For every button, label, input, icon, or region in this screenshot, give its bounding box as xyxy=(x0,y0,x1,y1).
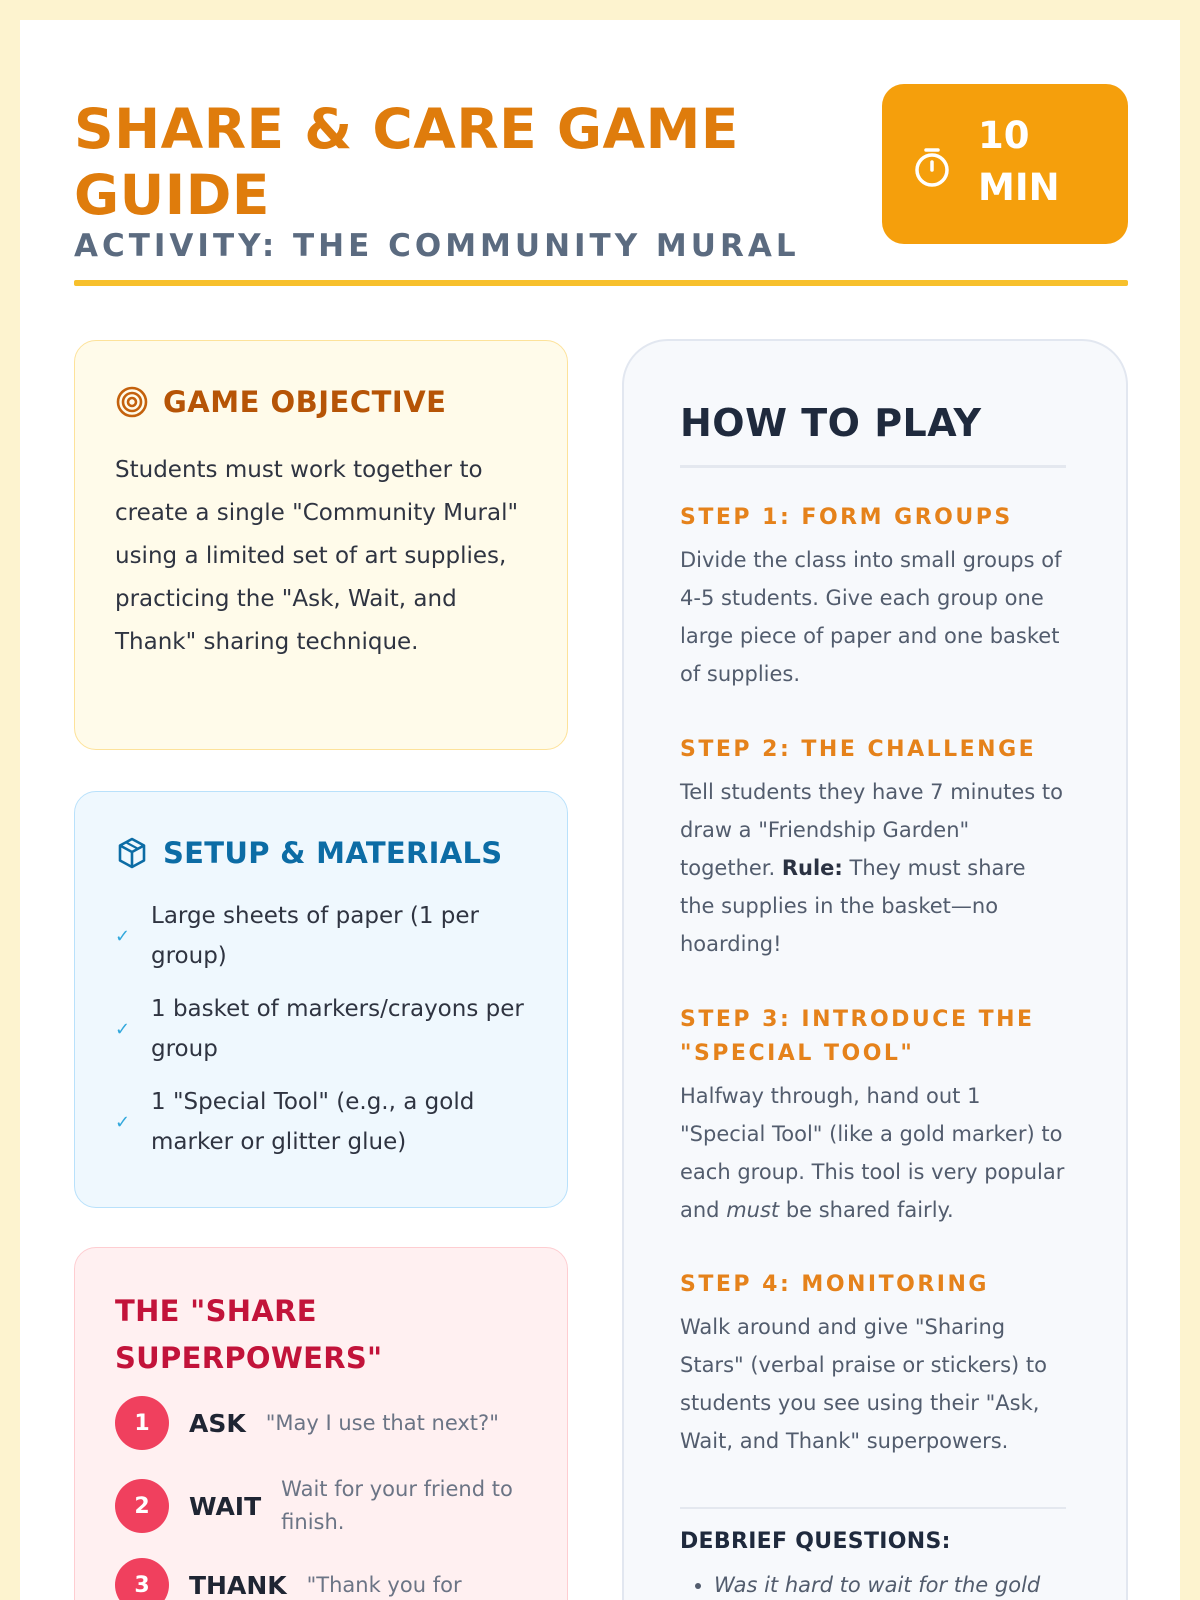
objective-header xyxy=(115,385,446,419)
debrief-title: DEBRIEF QUESTIONS: xyxy=(680,1529,951,1554)
checkmark-icon: ✓ xyxy=(115,1111,131,1133)
superpower-item xyxy=(115,1473,545,1539)
step-title: STEP 4: MONITORING xyxy=(680,1272,989,1297)
step-text: Divide the class into small groups of 4-5 students. Give each group one large piece of paper and one basket of supplies. xyxy=(680,548,1062,686)
step-number-badge: 2 xyxy=(115,1479,169,1533)
header-divider xyxy=(74,280,1128,286)
page-title: SHARE & CARE GAME GUIDE xyxy=(74,97,739,227)
setup-title: SETUP & MATERIALS xyxy=(163,836,503,870)
package-icon xyxy=(115,836,149,870)
setup-header xyxy=(115,836,502,870)
superpower-item xyxy=(115,1396,545,1450)
step-1 xyxy=(680,501,1066,693)
objective-title: GAME OBJECTIVE xyxy=(163,385,447,419)
superpower-description: "May I use that next?" xyxy=(265,1410,499,1435)
superpower-label: WAIT xyxy=(189,1491,262,1521)
checkmark-icon: ✓ xyxy=(115,1018,131,1040)
materials-list xyxy=(115,896,535,1175)
activity-subtitle: ACTIVITY: THE COMMUNITY MURAL xyxy=(74,228,800,264)
step-text: Walk around and give "Sharing Stars" (verbal praise or stickers) to students you see using their "Ask, Wait, and Thank" superpowers. xyxy=(680,1315,1047,1453)
list-item: ✓ Large sheets of paper (1 per group) xyxy=(115,903,480,969)
target-icon xyxy=(115,385,149,419)
debrief-section xyxy=(680,1529,1066,1600)
step-text: Tell students they have 7 minutes to draw a "Friendship Garden" together. Rule: They must share the supplies in the basket—no hoarding! xyxy=(680,780,1063,956)
step-title: STEP 1: FORM GROUPS xyxy=(680,505,1013,530)
superpower-label: THANK xyxy=(189,1570,287,1600)
step-2 xyxy=(680,733,1066,963)
step-3 xyxy=(680,1003,1066,1229)
setup-card xyxy=(74,791,568,1208)
checkmark-icon: ✓ xyxy=(115,925,131,947)
step-number-badge: 1 xyxy=(115,1396,169,1450)
superpower-description: Wait for your friend to finish. xyxy=(281,1477,513,1534)
duration-text: 10 MIN xyxy=(978,114,1060,209)
game-guide-page xyxy=(20,20,1180,1600)
objective-card xyxy=(74,340,568,750)
superpower-item xyxy=(115,1558,545,1600)
list-item: • Was it hard to wait for the gold xyxy=(714,1568,1066,1600)
superpower-description: "Thank you for xyxy=(306,1572,462,1597)
step-title: STEP 3: INTRODUCE THE "SPECIAL TOOL" xyxy=(680,1007,1035,1066)
step-text: Halfway through, hand out 1 "Special Tool" (like a gold marker) to each group. This tool is very popular and must be shared fairly. xyxy=(680,1084,1065,1222)
how-to-play-card xyxy=(622,339,1128,1600)
divider xyxy=(680,465,1066,468)
list-item: ✓ 1 "Special Tool" (e.g., a gold marker or glitter glue) xyxy=(115,1089,475,1155)
step-number-badge: 3 xyxy=(115,1558,169,1600)
list-item: ✓ 1 basket of markers/crayons per group xyxy=(115,996,524,1062)
objective-text: Students must work together to create a single "Community Mural" using a limited set of art supplies, practicing the "Ask, Wait, and Thank" sharing technique. xyxy=(115,457,519,655)
stopwatch-icon xyxy=(912,146,952,188)
step-title: STEP 2: THE CHALLENGE xyxy=(680,737,1037,762)
debrief-list xyxy=(680,1568,1066,1600)
superpowers-title: THE "SHARE SUPERPOWERS" xyxy=(115,1294,383,1375)
how-to-play-title: HOW TO PLAY xyxy=(680,401,982,445)
step-4 xyxy=(680,1268,1066,1460)
superpowers-card xyxy=(74,1247,568,1600)
superpower-label: ASK xyxy=(189,1408,246,1438)
divider xyxy=(680,1507,1066,1509)
duration-badge xyxy=(882,84,1128,244)
